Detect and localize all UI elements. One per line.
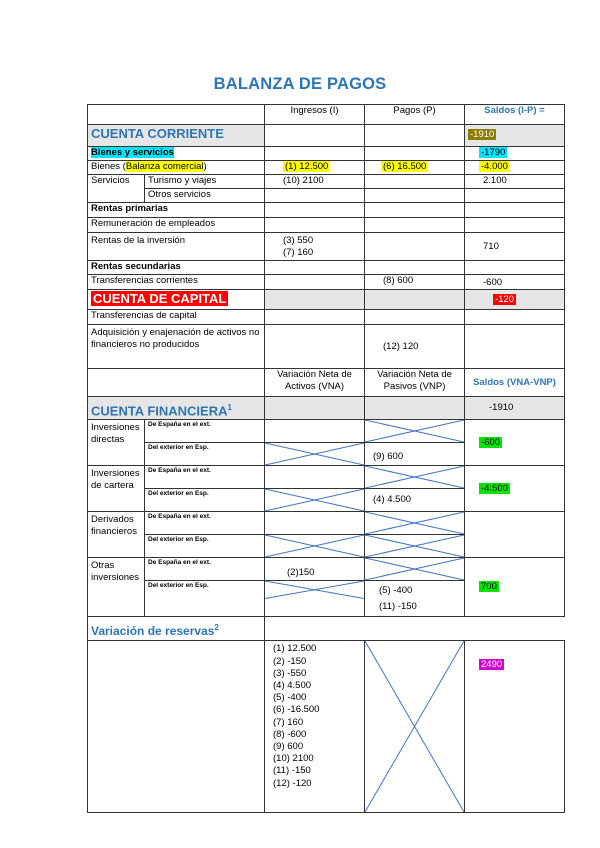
otros-row bbox=[88, 189, 565, 203]
ic-sub-a: De España en el ext. bbox=[145, 466, 265, 489]
inversiones-directas-label: Inversiones directas bbox=[88, 420, 145, 466]
bys-row bbox=[88, 147, 565, 161]
page-title: BALANZA DE PAGOS bbox=[213, 75, 387, 93]
adquisicion-label: Adquisición y enajenación de activos no financieros no producidos bbox=[88, 325, 265, 369]
ck-saldo: -120 bbox=[495, 294, 515, 305]
bys-label: Bienes y servicios bbox=[91, 147, 174, 158]
vr-item: (2) -150 bbox=[273, 655, 307, 667]
vr-cross bbox=[365, 641, 465, 813]
oi-cross-b bbox=[265, 581, 365, 617]
header2-row bbox=[88, 369, 565, 397]
ri-ingreso-1: (3) 550 bbox=[283, 235, 314, 246]
oi-sub-a: De España en el ext. bbox=[145, 558, 265, 581]
cf-footnote: 1 bbox=[227, 403, 232, 412]
vr-footnote: 2 bbox=[214, 623, 219, 633]
vr-item: (3) -550 bbox=[273, 667, 307, 679]
header-vnp: Variación Neta de Pasivos (VNP) bbox=[365, 369, 465, 397]
ic-row-a bbox=[88, 466, 565, 489]
turismo-label: Turismo y viajes bbox=[145, 175, 265, 189]
vr-item: (4) 4.500 bbox=[273, 679, 312, 691]
cf-saldo: -1910 bbox=[465, 397, 565, 420]
vr-list-row bbox=[88, 641, 565, 813]
oi-cross-a bbox=[365, 558, 465, 581]
header-ingresos: Ingresos (I) bbox=[265, 105, 365, 125]
rem-row bbox=[88, 218, 565, 233]
header-row bbox=[88, 105, 565, 125]
ri-row bbox=[88, 233, 565, 261]
balance-table bbox=[87, 104, 565, 813]
cuenta-financiera-title: CUENTA FINANCIERA bbox=[91, 403, 228, 419]
cuenta-capital-title: CUENTA DE CAPITAL bbox=[93, 291, 227, 306]
id-sub-a: De España en el ext. bbox=[145, 420, 265, 443]
turismo-ingreso: (10) 2100 bbox=[265, 175, 365, 189]
balanza-comercial-label: Balanza comercial bbox=[125, 161, 204, 172]
vr-row bbox=[88, 617, 565, 641]
header-saldos: Saldos (I-P) = bbox=[465, 105, 565, 125]
ic-sub-b: Del exterior en Esp. bbox=[145, 489, 265, 512]
vr-item: (1) 12.500 bbox=[273, 643, 317, 655]
transferencias-capital-label: Transferencias de capital bbox=[88, 310, 265, 325]
header-saldos-vna-vnp: Saldos (VNA-VNP) bbox=[465, 369, 565, 397]
oi-row-a bbox=[88, 558, 565, 581]
id-cross-a bbox=[365, 420, 465, 443]
cc-saldo: -1910 bbox=[470, 129, 495, 140]
df-sub-a: De España en el ext. bbox=[145, 512, 265, 535]
rp-row bbox=[88, 203, 565, 218]
oi-saldo: 700 bbox=[481, 581, 497, 593]
id-row-a bbox=[88, 420, 565, 443]
vr-item: (9) 600 bbox=[273, 740, 304, 752]
oi-vna: (2)150 bbox=[265, 558, 365, 581]
vr-item: (5) -400 bbox=[273, 692, 307, 704]
oi-vnp-2: (11) -150 bbox=[379, 601, 417, 613]
cuenta-corriente-title: CUENTA CORRIENTE bbox=[88, 125, 265, 147]
ck-row bbox=[88, 290, 565, 310]
vr-item: (8) -600 bbox=[273, 728, 307, 740]
adq-row bbox=[88, 325, 565, 369]
ri-saldo: 710 bbox=[465, 233, 565, 261]
tc-row bbox=[88, 275, 565, 290]
vr-saldo: 2490 bbox=[481, 659, 503, 671]
df-cross-c bbox=[365, 535, 465, 558]
derivados-label: Derivados financieros bbox=[88, 512, 145, 558]
vr-list bbox=[265, 641, 365, 813]
rs-row bbox=[88, 261, 565, 275]
oi-vnp-1: (5) -400 bbox=[379, 585, 413, 597]
transferencias-corrientes-label: Transferencias corrientes bbox=[88, 275, 265, 290]
id-saldo: -600 bbox=[481, 436, 501, 448]
id-sub-b: Del exterior en Esp. bbox=[145, 443, 265, 466]
turismo-row bbox=[88, 175, 565, 189]
rentas-inversion-label: Rentas de la inversión bbox=[88, 233, 265, 261]
tc-saldo: -600 bbox=[465, 275, 565, 290]
bienes-label: Bienes ( bbox=[91, 161, 126, 172]
bys-saldo: -1790 bbox=[481, 147, 506, 158]
oi-sub-b: Del exterior en Esp. bbox=[145, 581, 265, 617]
vr-item: (12) -120 bbox=[273, 777, 312, 789]
remuneracion-label: Remuneración de empleados bbox=[88, 218, 265, 233]
cf-row bbox=[88, 397, 565, 420]
vr-item: (11) -150 bbox=[273, 765, 311, 777]
tc-pago: (8) 600 bbox=[365, 275, 465, 290]
header-pagos: Pagos (P) bbox=[365, 105, 465, 125]
ic-cross-a bbox=[365, 466, 465, 489]
id-vnp: (9) 600 bbox=[365, 443, 465, 466]
variacion-reservas-title: Variación de reservas bbox=[91, 624, 215, 639]
df-cross-a bbox=[365, 512, 465, 535]
ic-vnp: (4) 4.500 bbox=[365, 489, 465, 512]
bienes-saldo: -4.000 bbox=[481, 161, 508, 172]
id-cross-b bbox=[265, 443, 365, 466]
bienes-suffix: ) bbox=[203, 161, 207, 172]
turismo-saldo: 2.100 bbox=[465, 175, 565, 189]
bienes-row bbox=[88, 161, 565, 175]
df-row-a bbox=[88, 512, 565, 535]
ic-cross-b bbox=[265, 489, 365, 512]
vr-item: (10) 2100 bbox=[273, 753, 314, 765]
adq-pago: (12) 120 bbox=[365, 325, 465, 369]
bienes-pago: (6) 16.500 bbox=[383, 161, 427, 172]
df-sub-b: Del exterior en Esp. bbox=[145, 535, 265, 558]
inversiones-cartera-label: Inversiones de cartera bbox=[88, 466, 145, 512]
ic-saldo: -4.500 bbox=[481, 482, 508, 494]
vr-item: (7) 160 bbox=[273, 716, 304, 728]
cc-row bbox=[88, 125, 565, 147]
rentas-secundarias-label: Rentas secundarias bbox=[88, 261, 265, 275]
tk-row bbox=[88, 310, 565, 325]
otros-label: Otros servicios bbox=[145, 189, 265, 203]
servicios-label: Servicios bbox=[88, 175, 145, 203]
ri-ingreso-2: (7) 160 bbox=[283, 247, 314, 258]
rentas-primarias-label: Rentas primarias bbox=[88, 203, 265, 218]
df-cross-b bbox=[265, 535, 365, 558]
header-vna: Variación Neta de Activos (VNA) bbox=[265, 369, 365, 397]
bienes-ingreso: (1) 12.500 bbox=[285, 161, 329, 172]
otras-inversiones-label: Otras inversiones bbox=[88, 558, 145, 617]
vr-item: (6) -16.500 bbox=[273, 704, 320, 716]
